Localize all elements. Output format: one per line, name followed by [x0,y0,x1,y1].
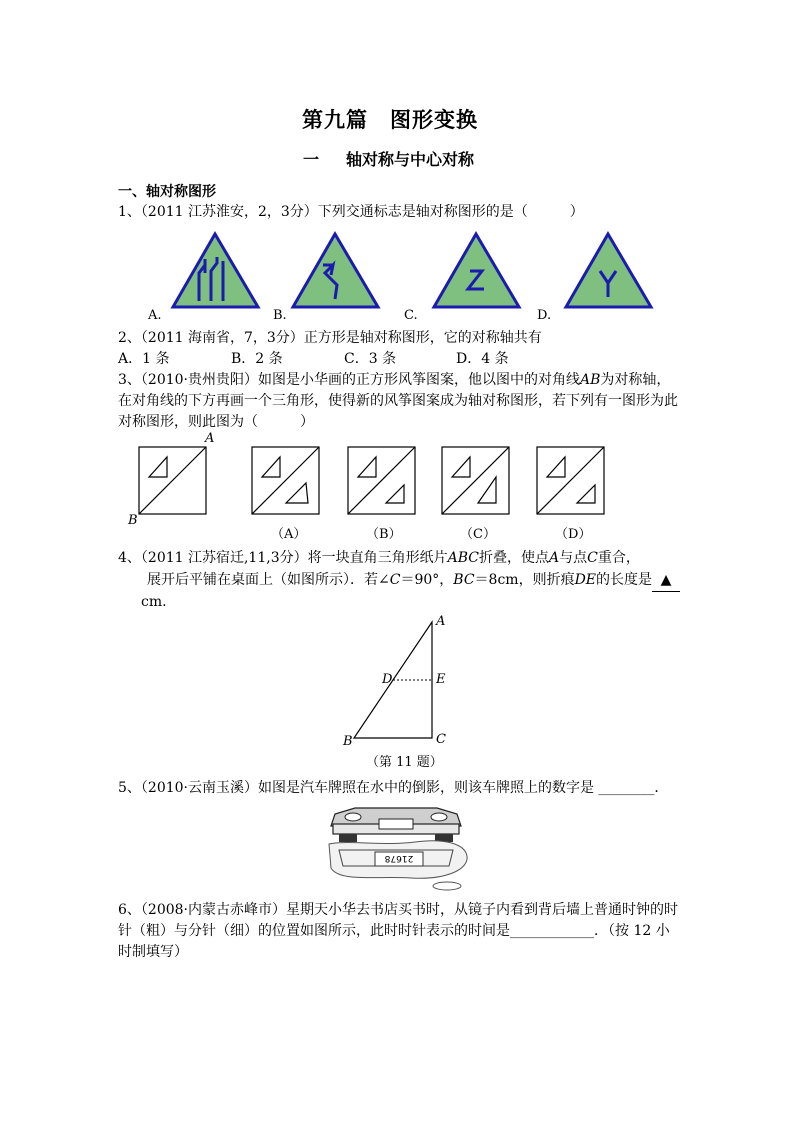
question-4-line-2 [147,569,680,592]
car-plate [379,819,413,829]
q4-l2-mid2: ＝8cm，则折痕 [474,572,575,588]
traffic-sign-c [432,231,522,311]
traffic-sign-a [171,231,261,311]
question-2-text: 2、（2011 海南省，7，3分）正方形是轴对称图形，它的对称轴共有 [118,330,542,346]
q4-l1-abc: ABC [447,550,479,566]
q4-l2-c: C [389,572,401,588]
kite-option-d [537,447,607,517]
q3-line1-end: 为对称轴， [600,372,671,388]
q2-option-b: B．2 条 [231,351,283,367]
q4-l2-bc: BC [453,572,475,588]
q4-l1-pre: 4、（2011 江苏宿迁,11,3分）将一块直角三角形纸片 [118,550,448,566]
option-b-label: B. [273,308,287,323]
page-title: 第九篇 图形变换 [302,107,478,132]
option-c-label: C. [404,308,418,323]
q4-l1-end: 重合， [597,550,640,566]
car-wheel-left [339,834,357,842]
option-d-label: D. [537,308,552,323]
car-reflection-image [325,804,470,890]
question-6-line-3: 时制填写） [118,944,188,960]
q3-ab: AB [580,372,601,388]
q2-option-c: C．3 条 [344,351,397,367]
q4-l2-de: DE [574,572,597,588]
car-headlight-left [345,813,361,821]
question-3-line-3: 对称图形，则此图为（ ） [118,414,314,430]
q4-l2-mid: ＝90°， [400,572,454,588]
q3-line1-text: 3、（2010·贵州贵阳）如图是小华画的正方形风筝图案，他以图中的对角线 [118,372,580,388]
traffic-sign-d [564,231,654,311]
q2-option-a: A．1 条 [118,351,170,367]
point-a-label: A [205,431,215,446]
kite-option-c [442,447,512,517]
sign-a-triangle [173,234,258,307]
car-headlight-right [431,813,447,821]
q4-l1-c: C [587,550,598,566]
subtitle-number: 一 [303,150,320,169]
figure-caption: （第 11 题） [366,755,443,770]
question-5-text: 5、（2010·云南玉溪）如图是汽车牌照在水中的倒影，则该车牌照上的数字是 ________． [118,780,669,796]
section-heading: 一、轴对称图形 [118,184,216,200]
point-b-label: B [128,513,138,528]
question-4-line-1 [118,547,640,569]
triangle-label-b: B [343,734,353,749]
q4-l1-mid2: 与点 [559,550,588,566]
question-4-line-3: cm. [141,594,167,610]
triangle-label-e: E [436,672,446,687]
option-a-label: A. [148,308,162,323]
question-6-line-2: 针（粗）与分针（细）的位置如图所示，此时时针表示的时间是____________．（按 12 小 [118,923,670,939]
subtitle: 轴对称与中心对称 [346,150,475,169]
question-6-line-1: 6、（2008·内蒙古赤峰市）星期天小华去书店买书时，从镜子内看到背后墙上普通时钟的时 [118,902,678,918]
triangle-label-a: A [436,614,446,629]
kite-option-a [252,447,322,517]
kite-caption-a: （A） [271,527,307,542]
question-1-text: 1、（2011 江苏淮安，2，3分）下列交通标志是轴对称图形的是（ ） [118,204,584,220]
q4-l1-a: A [548,550,560,566]
kite-option-b [348,447,418,517]
traffic-sign-b [291,231,381,311]
kite-original [139,447,209,517]
triangle-label-c: C [436,732,446,747]
kite-caption-d: （D） [555,527,592,542]
q4-l1-mid: 折叠，使点 [478,550,549,566]
question-3-line-1 [118,369,670,391]
q4-l2-end: 的长度是 [596,572,653,588]
triangle-label-d: D [382,672,393,687]
reflected-plate-number: 21678 [384,853,414,863]
kite-caption-b: （B） [366,527,402,542]
small-puddle [433,882,461,890]
answer-blank: ▲ [652,569,680,592]
q2-option-d: D．4 条 [456,351,509,367]
q4-l2-pre: 展开后平铺在桌面上（如图所示）．若∠ [147,572,390,588]
question-3-line-2: 在对角线的下方再画一个三角形，使得新的风筝图案成为轴对称图形，若下列有一图形为此 [118,393,678,409]
kite-caption-c: （C） [460,527,496,542]
